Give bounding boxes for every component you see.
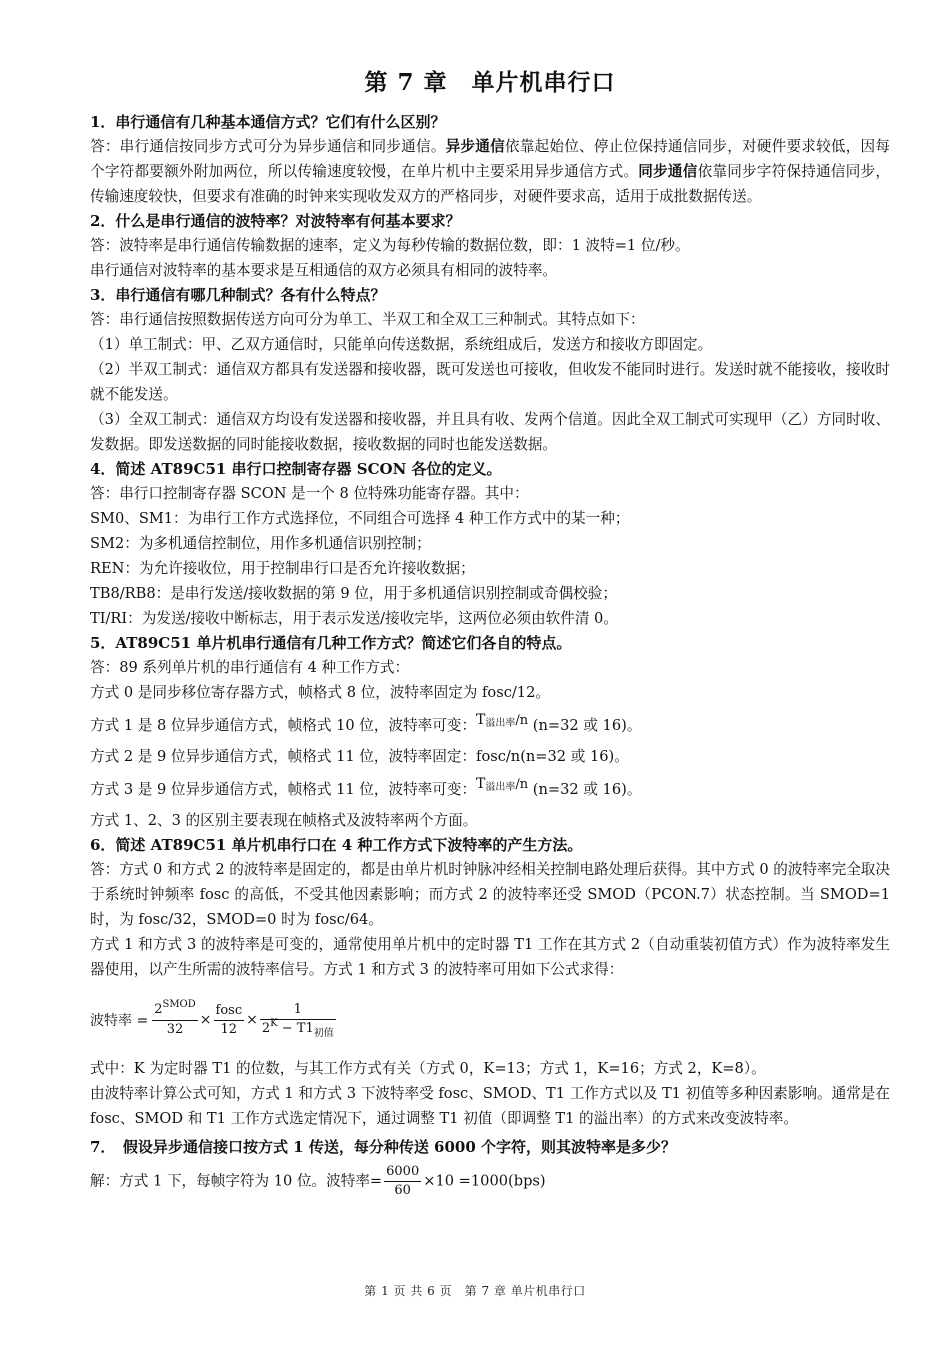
answer-5-line: 答：89 系列单片机的串行通信有 4 种工作方式： (90, 659, 410, 676)
fraction-fosc: $\frac{\text{fosc}}{12}$ (215, 1002, 243, 1037)
answer-5-mode2: 方式 2 是 9 位异步通信方式，帧格式 11 位，波特率固定：fosc/n(n=32 或 16)。 (90, 748, 629, 765)
answer-4-line: REN：为允许接收位，用于控制串行口是否允许接收数据； (90, 560, 475, 577)
mode1-text: 方式 1 是 8 位异步通信方式，帧格式 10 位，波特率可变： (90, 717, 477, 734)
answer-3-line: （1）单工制式：甲、乙双方通信时，只能单向传送数据，系统组成后，发送方和接收方即固定。 (90, 336, 713, 353)
answer-7: 解：方式 1 下，每帧字符为 10 位。波特率= $\frac{6000}{60}$ ×10 =1000(bps) (90, 1164, 546, 1198)
question-7: 7． 假设异步通信接口按方式 1 传送，每分种传送 6000 个字符，则其波特率是多少？ (90, 1138, 677, 1156)
overflow-rate-formula: $T^{溢出率}/n$ (476, 712, 529, 729)
fraction-chars-per-sec: $\frac{6000}{60}$ (386, 1164, 420, 1198)
question-6: 6．简述 AT89C51 单片机串行口在 4 种工作方式下波特率的产生方法。 (90, 836, 583, 854)
formula-label: 波特率 = (90, 1013, 149, 1029)
overflow-rate-formula: $T^{溢出率}/n$ (476, 776, 529, 793)
answer-5-mode3 (90, 777, 890, 804)
mode3-text: 方式 3 是 9 位异步通信方式，帧格式 11 位，波特率可变： (90, 781, 477, 798)
answer-5-line: 方式 0 是同步移位寄存器方式，帧格式 8 位，波特率固定为 fosc/12。 (90, 684, 550, 701)
answer-3-line: （2）半双工制式：通信双方都具有发送器和接收器，既可发送也可接收，但收发不能同时进行。发送时就不能接收，接收时就不能发送。 (90, 361, 890, 403)
fraction-t1: $\frac{1}{2^K - T1_{初值}}$ (261, 1002, 334, 1039)
answer-4-line: TI/RI：为发送/接收中断标志，用于表示发送/接收完毕，这两位必须由软件清 0。 (90, 610, 618, 627)
mode3-n-text: (n=32 或 16)。 (532, 781, 642, 798)
answer-6-para: 由波特率计算公式可知，方式 1 和方式 3 下波特率受 fosc、SMOD、T1 工作方式以及 T1 初值等多种因素影响。通常是在 fosc、SMOD 和 T1 工作方式选定情况下，通过调整 T1 初值（即调整 T1 的溢出率）的方式来改变波特率。 (90, 1085, 890, 1127)
question-1: 1．串行通信有几种基本通信方式？它们有什么区别？ (90, 113, 446, 131)
answer-2-line: 串行通信对波特率的基本要求是互相通信的双方必须具有相同的波特率。 (90, 262, 558, 279)
mode1-n-text: (n=32 或 16)。 (532, 717, 642, 734)
answer-6-para: 方式 1 和方式 3 的波特率是可变的，通常使用单片机中的定时器 T1 工作在其方式 2（自动重装初值方式）作为波特率发生器使用，以产生所需的波特率信号。方式 1 和方式 3 的波特率可用如下公式求得： (90, 936, 890, 978)
answer-4-line: 答：串行口控制寄存器 SCON 是一个 8 位特殊功能寄存器。其中： (90, 485, 529, 502)
times-sign: × (199, 1012, 212, 1028)
times-sign: × (246, 1012, 258, 1028)
question-3: 3．串行通信有哪几种制式？各有什么特点？ (90, 286, 386, 304)
answer-6-para: 答：方式 0 和方式 2 的波特率是固定的，都是由单片机时钟脉冲经相关控制电路处理后获得。其中方式 0 的波特率完全取决于系统时钟频率 fosc 的高低，不受其他因素影响；而方式 2 的波特率还受 SMOD（PCON.7）状态控制。当 SMOD=1 时，为 fosc/32，SMOD=0 时为 fosc/64。 (90, 861, 890, 928)
question-5: 5．AT89C51 单片机串行通信有几种工作方式？简述它们各自的特点。 (90, 634, 572, 652)
answer-1-part-1: 答：串行通信按同步方式可分为异步通信和同步通信。 (90, 138, 446, 155)
async-term: 异步通信 (445, 138, 505, 155)
page-footer: 第 1 页 共 6 页 第 7 章 单片机串行口 (364, 1284, 586, 1298)
baud-rate-formula (90, 990, 890, 1050)
fraction-smod: $\frac{2^{SMOD}}{32}$ (154, 999, 196, 1037)
answer-4-line: TB8/RB8：是串行发送/接收数据的第 9 位，用于多机通信识别控制或奇偶校验； (90, 585, 617, 602)
question-2: 2．什么是串行通信的波特率？对波特率有何基本要求？ (90, 212, 461, 230)
answer-4-line: SM2：为多机通信控制位，用作多机通信识别控制； (90, 535, 431, 552)
answer-1-part-2: 依靠起始位、停止位保持通信同步，对硬件要求较低，因每个字符都要额外附加两位，所以传输速度较慢，在单片机中主要采用异步通信方式。 (90, 138, 890, 180)
answer-5-mode1 (90, 713, 890, 740)
answer-3-line: 答：串行通信按照数据传送方向可分为单工、半双工和全双工三种制式。其特点如下： (90, 311, 645, 328)
answer-4-line: SM0、SM1：为串行工作方式选择位，不同组合可选择 4 种工作方式中的某一种； (90, 510, 630, 527)
answer-6-para: 式中：K 为定时器 T1 的位数，与其工作方式有关（方式 0，K=13；方式 1，K=16；方式 2，K=8）。 (90, 1060, 766, 1077)
answer-1-part-3: 依靠同步字符保持通信同步，传输速度较快，但要求有准确的时钟来实现收发双方的严格同步，对硬件要求高，适用于成批数据传送。 (90, 163, 890, 205)
document-page (90, 66, 890, 1200)
answer-1 (90, 134, 890, 209)
sync-term: 同步通信 (638, 163, 698, 180)
answer-3-line: （3）全双工制式：通信双方均设有发送器和接收器，并且具有收、发两个信道。因此全双工制式可实现甲（乙）方同时收、发数据。即发送数据的同时能接收数据，接收数据的同时也能发送数据。 (90, 411, 890, 453)
answer-2-line: 答：波特率是串行通信传输数据的速率，定义为每秒传输的数据位数，即：1 波特=1 位/秒。 (90, 237, 690, 254)
question-4: 4．简述 AT89C51 串行口控制寄存器 SCON 各位的定义。 (90, 460, 502, 478)
answer-5-line: 方式 1、2、3 的区别主要表现在帧格式及波特率两个方面。 (90, 812, 478, 829)
chapter-title: 第 7 章 单片机串行口 (364, 69, 616, 96)
